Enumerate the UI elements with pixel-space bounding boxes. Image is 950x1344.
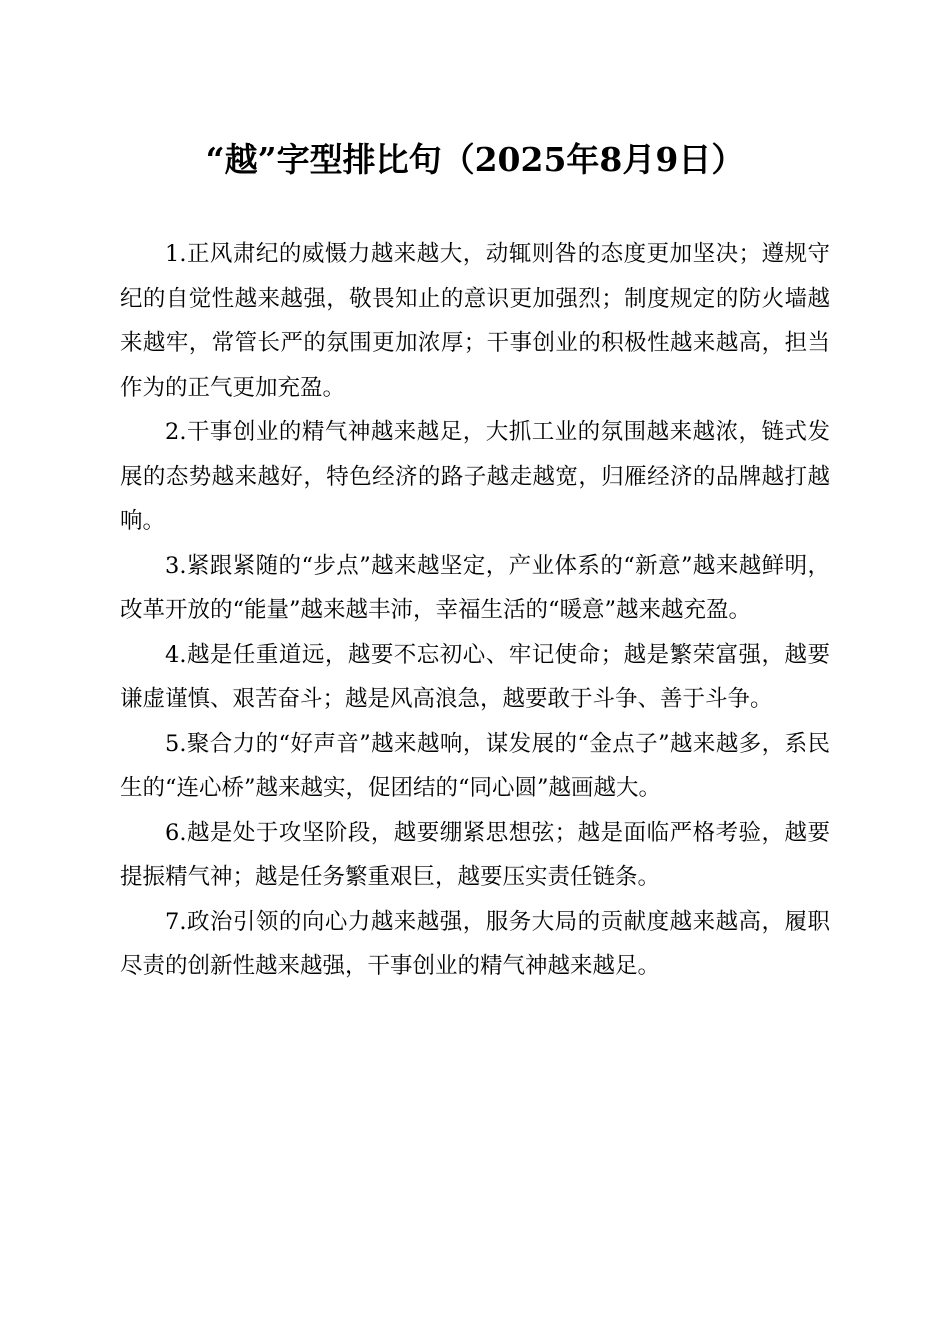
paragraph-6: 6.越是处于攻坚阶段，越要绷紧思想弦；越是面临严格考验，越要提振精气神；越是任务繁重艰巨，越要压实责任链条。 (120, 819, 830, 890)
paragraph-1: 1.正风肃纪的威慑力越来越大，动辄则咎的态度更加坚决；遵规守纪的自觉性越来越强，敬畏知止的意识更加强烈；制度规定的防火墙越来越牢，常管长严的氛围更加浓厚；干事创业的积极性越来越高，担当作为的正气更加充盈。 (120, 241, 830, 401)
document-title: “越”字型排比句（2025年8月9日） (205, 140, 745, 179)
paragraph-5: 5.聚合力的“好声音”越来越响，谋发展的“金点子”越来越多，系民生的“连心桥”越来越实，促团结的“同心圆”越画越大。 (120, 730, 830, 801)
document-body (120, 232, 830, 989)
paragraph-4: 4.越是任重道远，越要不忘初心、牢记使命；越是繁荣富强，越要谦虚谨慎、艰苦奋斗；越是风高浪急，越要敢于斗争、善于斗争。 (120, 641, 830, 712)
paragraph-7: 7.政治引领的向心力越来越强，服务大局的贡献度越来越高，履职尽责的创新性越来越强，干事创业的精气神越来越足。 (120, 908, 830, 979)
paragraph-3: 3.紧跟紧随的“步点”越来越坚定，产业体系的“新意”越来越鲜明，改革开放的“能量”越来越丰沛，幸福生活的“暖意”越来越充盈。 (120, 552, 830, 623)
paragraph-2: 2.干事创业的精气神越来越足，大抓工业的氛围越来越浓，链式发展的态势越来越好，特色经济的路子越走越宽，归雁经济的品牌越打越响。 (120, 419, 830, 534)
